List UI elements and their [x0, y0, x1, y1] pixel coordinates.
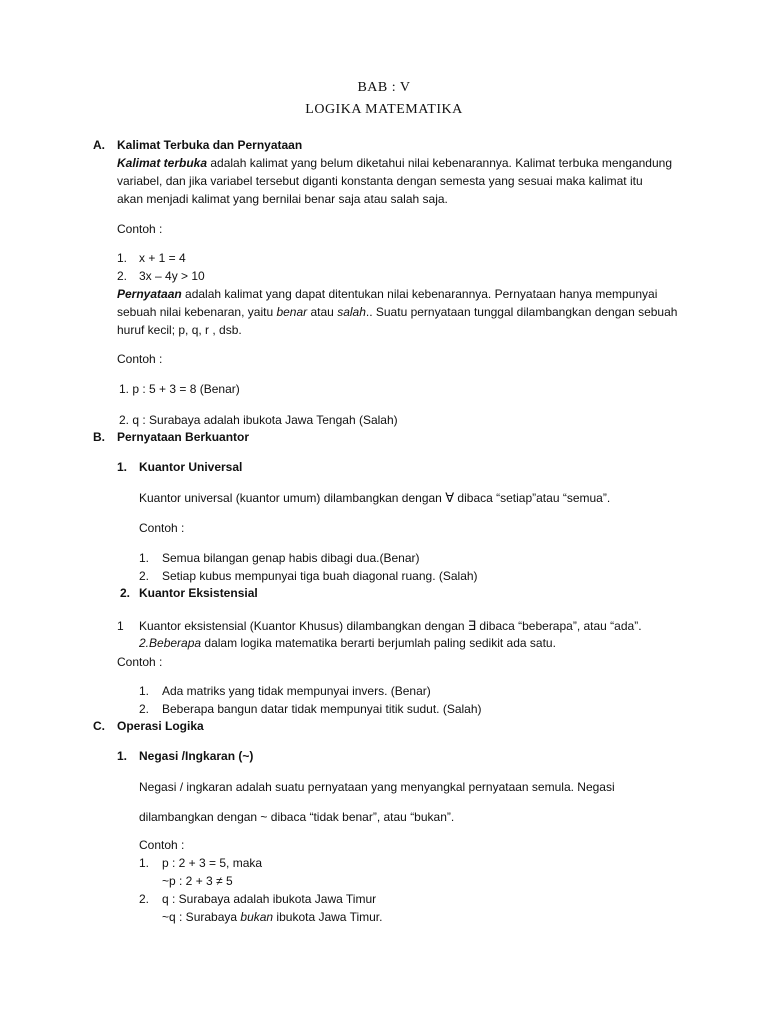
- statement-q: 2. q : Surabaya adalah ibukota Jawa Tengah (Salah): [119, 413, 398, 427]
- example-number: 2.: [117, 269, 128, 283]
- section-a-para2-line3: huruf kecil; p, q, r , dsb.: [117, 323, 242, 337]
- negasi-example-q: q : Surabaya adalah ibukota Jawa Timur: [162, 892, 377, 906]
- example-text: Beberapa bangun datar tidak mempunyai titik sudut. (Salah): [162, 702, 482, 716]
- negasi-definition-line1: Negasi / ingkaran adalah suatu pernyataan yang menyangkal pernyataan semula. Negasi: [139, 780, 615, 794]
- definition-text-b: dibaca “setiap”atau “semua”.: [454, 491, 611, 505]
- negasi-example-p: p : 2 + 3 = 5, maka: [162, 856, 263, 870]
- para2-line2-b: atau: [307, 305, 338, 319]
- section-b-heading: Pernyataan Berkuantor: [117, 430, 250, 444]
- term-benar: benar: [276, 305, 308, 319]
- subsection-kuantor-universal: Kuantor Universal: [139, 460, 243, 474]
- definition-text-a: Kuantor eksistensial (Kuantor Khusus) dilambangkan dengan: [139, 619, 468, 633]
- term-kalimat-terbuka: Kalimat terbuka: [117, 156, 208, 170]
- example-text: x + 1 = 4: [139, 251, 186, 265]
- subsection-number: 1.: [117, 749, 128, 763]
- contoh-label: Contoh :: [117, 222, 163, 236]
- term-beberapa: Beberapa: [149, 636, 202, 650]
- definition-text-b: dibaca “beberapa”, atau “ada”.: [476, 619, 642, 633]
- list-number: 1: [117, 619, 124, 633]
- section-a-heading: Kalimat Terbuka dan Pernyataan: [117, 138, 303, 152]
- section-a-para1-line3: akan menjadi kalimat yang bernilai benar saja atau salah saja.: [117, 192, 448, 206]
- definition-text-a: Kuantor universal (kuantor umum) dilambangkan dengan: [139, 491, 446, 505]
- not-q-text-a: ~q : Surabaya: [162, 910, 241, 924]
- para2-line1-text: adalah kalimat yang dapat ditentukan nilai kebenarannya. Pernyataan hanya mempunyai: [181, 287, 658, 301]
- statement-p: 1. p : 5 + 3 = 8 (Benar): [119, 382, 240, 396]
- section-c-letter: C.: [93, 719, 105, 733]
- term-salah: salah: [337, 305, 366, 319]
- section-c-heading: Operasi Logika: [117, 719, 204, 733]
- section-a-para1-line1: [117, 154, 672, 172]
- example-text: Setiap kubus mempunyai tiga buah diagonal ruang. (Salah): [162, 569, 478, 583]
- example-number: 2.: [139, 702, 150, 716]
- negasi-definition-line2: dilambangkan dengan ~ dibaca “tidak benar”, atau “bukan”.: [139, 810, 455, 824]
- example-number: 2.: [139, 569, 150, 583]
- contoh-label: Contoh :: [139, 838, 185, 852]
- list-number: 2.: [139, 636, 150, 650]
- para2-line2-c: .. Suatu pernyataan tunggal dilambangkan dengan sebuah: [365, 305, 678, 319]
- contoh-label: Contoh :: [117, 352, 163, 366]
- beberapa-definition: [139, 634, 556, 652]
- subsection-number: 2.: [120, 586, 131, 600]
- subsection-kuantor-eksistensial: Kuantor Eksistensial: [139, 586, 258, 600]
- example-number: 1.: [139, 551, 150, 565]
- chapter-title: LOGIKA MATEMATIKA: [305, 102, 463, 117]
- not-q-text-b: ibukota Jawa Timur.: [273, 910, 383, 924]
- example-number: 2.: [139, 892, 150, 906]
- negasi-example-not-q: [162, 908, 382, 926]
- beberapa-text: dalam logika matematika berarti berjumlah paling sedikit ada satu.: [201, 636, 556, 650]
- contoh-label: Contoh :: [139, 521, 185, 535]
- para2-line2-a: sebuah nilai kebenaran, yaitu: [117, 305, 277, 319]
- example-number: 1.: [117, 251, 128, 265]
- example-number: 1.: [139, 856, 150, 870]
- term-bukan: bukan: [240, 910, 274, 924]
- section-a-para1-line2: variabel, dan jika variabel tersebut diganti konstanta dengan semesta yang sesuai maka kalimat itu: [117, 174, 643, 188]
- exists-symbol: ∃: [467, 619, 477, 634]
- chapter-number: BAB : V: [357, 80, 411, 95]
- subsection-negasi: Negasi /Ingkaran (~): [139, 749, 254, 763]
- kuantor-universal-definition: [139, 489, 610, 508]
- negasi-example-not-p: ~p : 2 + 3 ≠ 5: [162, 874, 233, 888]
- para1-line1-text: adalah kalimat yang belum diketahui nilai kebenarannya. Kalimat terbuka mengandung: [207, 156, 672, 170]
- section-a-letter: A.: [93, 138, 105, 152]
- example-text: Semua bilangan genap habis dibagi dua.(Benar): [162, 551, 420, 565]
- contoh-label: Contoh :: [117, 655, 163, 669]
- subsection-number: 1.: [117, 460, 128, 474]
- example-text: Ada matriks yang tidak mempunyai invers. (Benar): [162, 684, 431, 698]
- term-pernyataan: Pernyataan: [117, 287, 182, 301]
- forall-symbol: ∀: [445, 491, 455, 506]
- example-text: 3x – 4y > 10: [139, 269, 205, 283]
- section-a-para2-line1: [117, 285, 657, 303]
- section-b-letter: B.: [93, 430, 105, 444]
- example-number: 1.: [139, 684, 150, 698]
- section-a-para2-line2: [117, 303, 677, 321]
